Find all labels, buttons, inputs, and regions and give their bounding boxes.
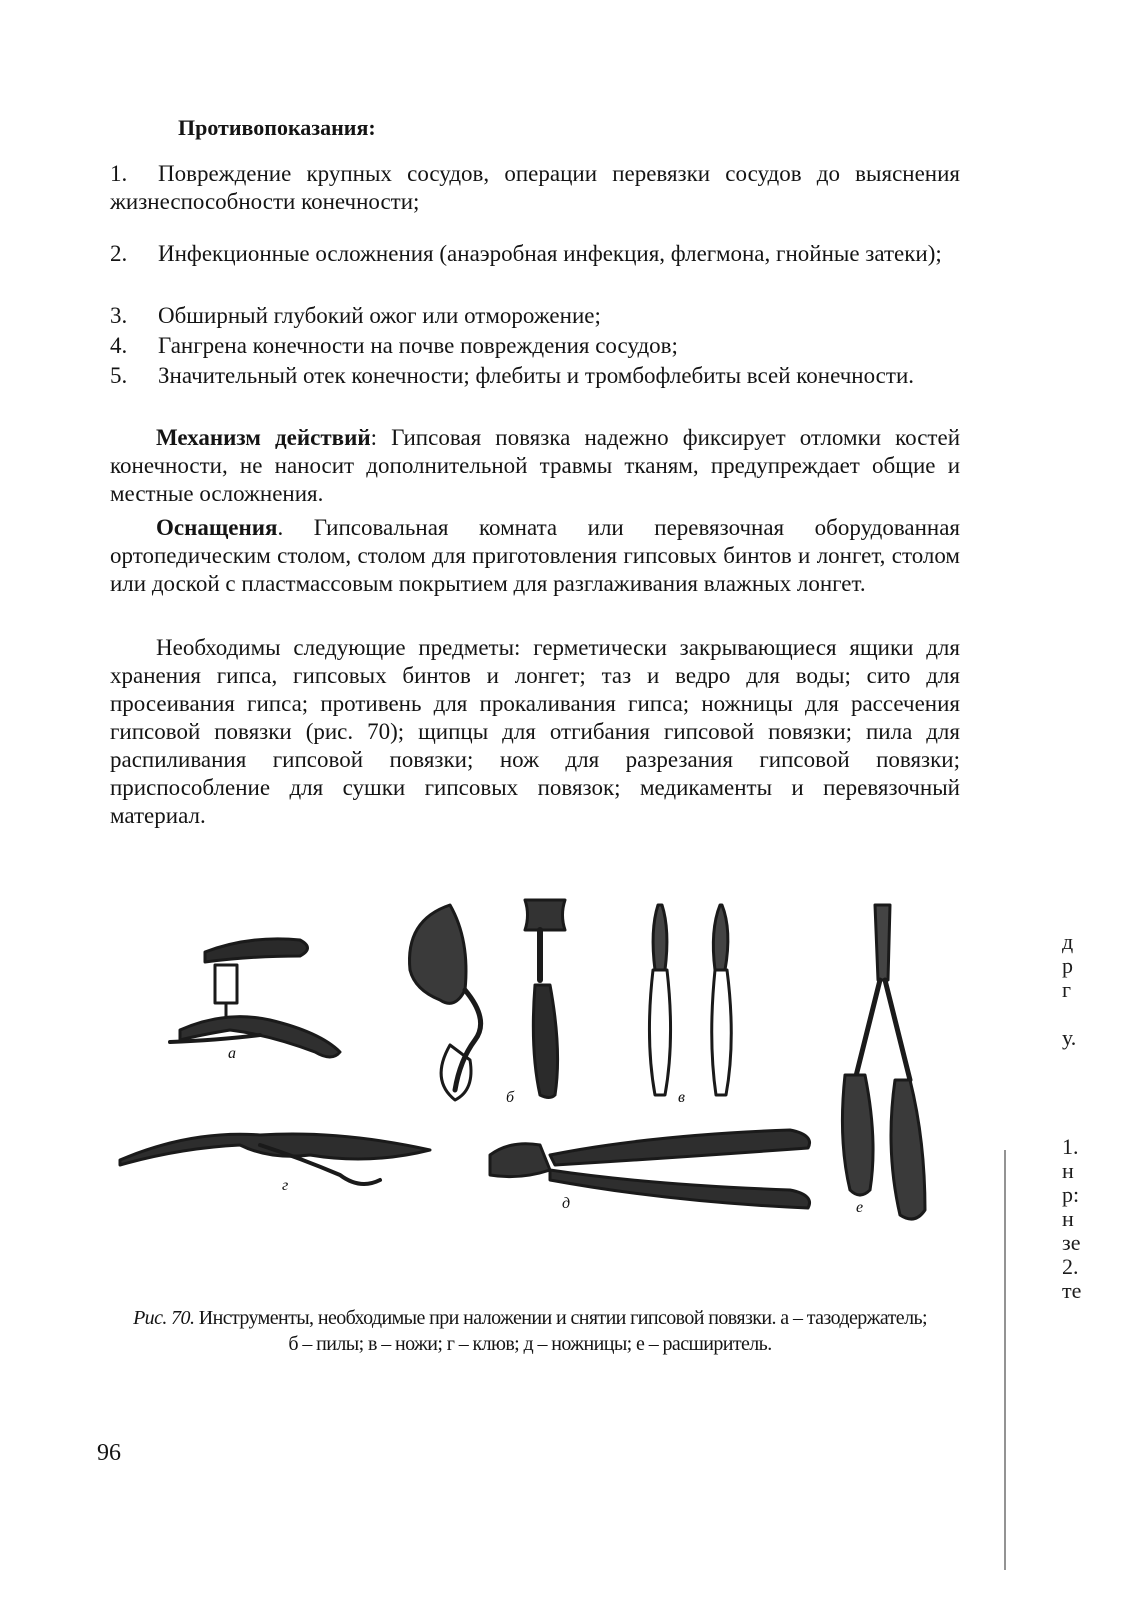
item-text: Инфекционные осложнения (анаэробная инфекция, флегмона, гнойные затеки);: [158, 241, 942, 266]
item-text: Гангрена конечности на почве повреждения сосудов;: [158, 333, 678, 358]
label-e: е: [856, 1199, 864, 1216]
fragment-line: р:: [1062, 1182, 1080, 1207]
side-fragment-lower: [1062, 1135, 1081, 1303]
contraindication-item-3: [110, 302, 960, 330]
spreader-drawing: [842, 905, 925, 1219]
fragment-line: [1062, 1002, 1076, 1026]
figure-caption: [130, 1305, 930, 1357]
items-paragraph: Необходимы следующие предметы: герметически закрывающиеся ящики для хранения гипса, гипсовых бинтов и лонгет; таз и ведро для воды; сито для просеивания гипса; противень для прокаливания гипса; ножницы для рассечения гипсовой повязки (рис. 70); щипцы для отгибания гипсовой повязки; пила для распиливания гипсовой повязки; нож для разрезания гипсовой повязки; приспособление для сушки гипсовых повязок; медикаменты и перевязочный материал.: [110, 635, 960, 828]
label-d: д: [562, 1195, 571, 1212]
item-text: Значительный отек конечности; флебиты и тромбофлебиты всей конечности.: [158, 363, 915, 388]
mechanism-text: : Гипсовая повязка надежно фиксирует отломки костей конечности, не наносит дополнительной травмы тканям, предупреждает общие и местные осложнения.: [110, 425, 960, 506]
fragment-line: г: [1062, 977, 1072, 1002]
contraindication-item-1: [110, 160, 960, 216]
instruments-illustration: [110, 890, 960, 1230]
section-heading: Противопоказания:: [178, 115, 376, 140]
fragment-line: д: [1062, 929, 1074, 954]
figure-reference: Рис. 70.: [133, 1307, 195, 1329]
contraindication-item-5: [110, 362, 960, 390]
fragment-line: н: [1062, 1158, 1074, 1183]
item-text: Обширный глубокий ожог или отморожение;: [158, 303, 601, 328]
page-edge-divider: [1004, 1150, 1006, 1570]
item-number: 3.: [110, 303, 128, 328]
knives-drawing: [649, 905, 731, 1095]
scissors-drawing: [490, 1130, 810, 1208]
caption-text: Инструменты, необходимые при наложении и снятии гипсовой повязки. а – тазодержатель; б – пилы; в – ножи; г – клюв; д – ножницы; е – расширитель.: [194, 1307, 927, 1355]
beak-drawing: [120, 1134, 430, 1184]
contraindication-item-2: [110, 240, 960, 268]
instruments-figure: [110, 890, 960, 1230]
item-number: 1.: [110, 161, 128, 186]
fragment-line: те: [1062, 1278, 1082, 1303]
page-number: 96: [97, 1440, 121, 1466]
label-g: г: [282, 1177, 289, 1194]
saw-drawing: [410, 900, 566, 1100]
equipment-text: . Гипсовальная комната или перевязочная оборудованная ортопедическим столом, столом для приготовления гипсовых бинтов и лонгет, столом или доской с пластмассовым покрытием для разглаживания влажных лонгет.: [110, 515, 960, 596]
label-a: а: [228, 1045, 236, 1062]
item-number: 2.: [110, 241, 128, 266]
item-text: Повреждение крупных сосудов, операции перевязки сосудов до выяснения жизнеспособности конечности;: [110, 161, 960, 214]
mechanism-paragraph: [110, 424, 960, 508]
item-number: 4.: [110, 333, 128, 358]
fragment-line: н: [1062, 1206, 1074, 1231]
equipment-paragraph: [110, 514, 960, 598]
fragment-line: 1.: [1062, 1134, 1079, 1159]
pelvis-holder-drawing: [170, 939, 340, 1057]
side-fragment-upper: [1062, 930, 1076, 1050]
item-number: 5.: [110, 363, 128, 388]
fragment-line: у.: [1062, 1025, 1077, 1050]
contraindication-item-4: [110, 332, 960, 360]
fragment-line: р: [1062, 953, 1073, 978]
label-v: в: [678, 1089, 685, 1106]
fragment-line: 2.: [1062, 1254, 1079, 1279]
mechanism-lead: Механизм действий: [156, 425, 371, 450]
fragment-line: зе: [1062, 1230, 1081, 1255]
equipment-lead: Оснащения: [156, 515, 278, 540]
label-b: б: [506, 1089, 515, 1106]
